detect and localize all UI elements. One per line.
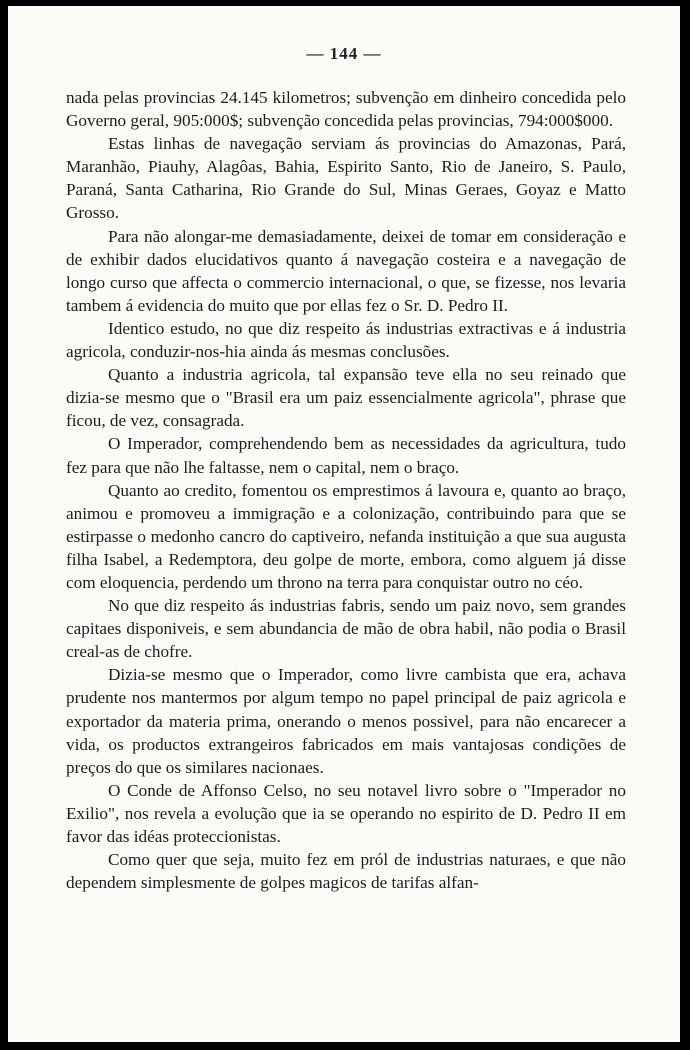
paragraph-agricultural-industry: Quanto a industria agricola, tal expansão teve ella no seu reinado que dizia-se mesmo que o "Brasil era um paiz essencialmente agricola", phrase que ficou, de vez, consagrada.: [66, 365, 626, 431]
paragraph-free-trade: Dizia-se mesmo que o Imperador, como livre cambista que era, achava prudente nos mantermos por algum tempo no papel principal de paiz agricola e exportador da materia prima, onerando o menos possivel, para não encarecer a vida, os productos extrangeiros fabricados em mais vantajosas condições de preços do que os similares nacionaes.: [66, 665, 626, 777]
paragraph-navigation-provinces: Estas linhas de navegação serviam ás provincias do Amazonas, Pará, Maranhão, Piauhy, Alagôas, Bahia, Espirito Santo, Rio de Janeiro, S. Paulo, Paraná, Santa Catharina, Rio Grande do Sul, Minas Geraes, Goyaz e Matto Grosso.: [66, 134, 626, 223]
paragraph-continuation: nada pelas provincias 24.145 kilometros; subvenção em dinheiro concedida pelo Governo geral, 905:000$; subvenção concedida pelas provincias, 794:000$000.: [66, 88, 626, 131]
paragraph-credit-immigration: Quanto ao credito, fomentou os emprestimos á lavoura e, quanto ao braço, animou e promoveu a immigração e a colonização, contribuindo para que se estirpasse o medonho cancro do captiveiro, nefanda instituição a que sua augusta filha Isabel, a Redemptora, deu golpe de morte, embora, como alguem já disse com eloquencia, perdendo um throno na terra para conquistar outro no céo.: [66, 480, 626, 592]
paragraph-emperor-agriculture: O Imperador, comprehendendo bem as necessidades da agricultura, tudo fez para que não lhe faltasse, nem o capital, nem o braço.: [66, 434, 626, 477]
paragraph-natural-industries: Como quer que seja, muito fez em pról de industrias naturaes, e que não dependem simplesmente de golpes magicos de tarifas alfan-: [66, 850, 626, 893]
page-number: — 144 —: [306, 44, 382, 63]
paragraph-manufacturing: No que diz respeito ás industrias fabris, sendo um paiz novo, sem grandes capitaes disponiveis, e sem abundancia de mão de obra habil, não podia o Brasil creal-as de chofre.: [66, 596, 626, 662]
document-page: [8, 6, 680, 1042]
paragraph-coastal-navigation: Para não alongar-me demasiadamente, deixei de tomar em consideração e de exhibir dados elucidativos quanto á navegação costeira e a navegação de longo curso que affecta o commercio internacional, o que, se fizesse, nos levaria tambem á evidencia do muito que por ellas fez o Sr. D. Pedro II.: [66, 226, 626, 315]
paragraph-affonso-celso: O Conde de Affonso Celso, no seu notavel livro sobre o "Imperador no Exilio", nos revela a evolução que ia se operando no espirito de D. Pedro II em favor das idéas proteccionistas.: [66, 780, 626, 846]
paragraph-extractive-industries: Identico estudo, no que diz respeito ás industrias extractivas e á industria agricola, conduzir-nos-hia ainda ás mesmas conclusões.: [66, 318, 626, 362]
body-text: [66, 86, 626, 894]
